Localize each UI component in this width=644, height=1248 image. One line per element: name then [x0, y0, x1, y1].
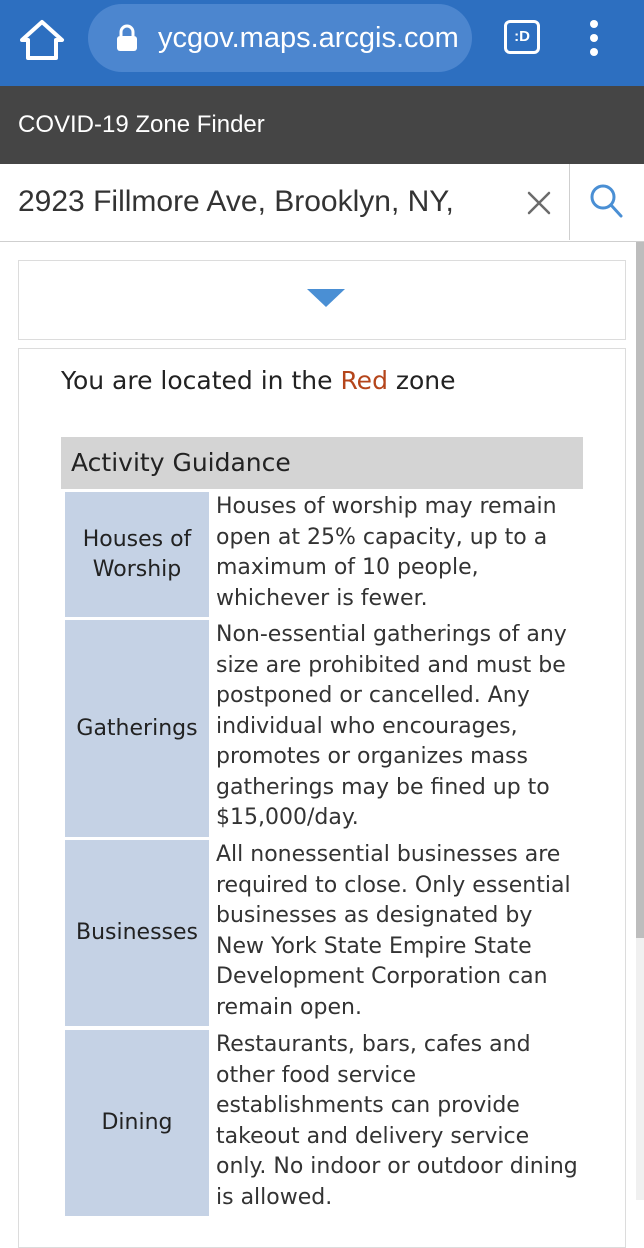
clear-search-button[interactable]	[522, 186, 556, 220]
zone-result-prefix: You are located in the	[61, 366, 341, 395]
search-divider	[569, 164, 570, 240]
address-bar[interactable]	[88, 4, 472, 72]
scrollbar-thumb[interactable]	[636, 242, 644, 938]
zone-result-heading	[61, 363, 456, 399]
address-search-input[interactable]	[0, 164, 510, 240]
search-icon	[586, 182, 626, 222]
lock-icon	[116, 24, 138, 52]
search-button[interactable]	[586, 182, 626, 222]
browser-menu-button[interactable]	[578, 16, 610, 60]
search-bar	[0, 164, 644, 242]
url-text: ycgov.maps.arcgis.com	[158, 22, 459, 54]
table-row	[61, 840, 583, 1026]
more-vertical-icon	[578, 16, 610, 60]
zone-name: Red	[340, 366, 388, 395]
guidance-label: Dining	[65, 1030, 209, 1216]
tab-switcher-button[interactable]: :D	[504, 20, 540, 54]
table-row	[61, 620, 583, 837]
table-row	[61, 492, 583, 617]
home-icon	[18, 18, 66, 62]
result-panel	[18, 348, 626, 1248]
guidance-label: Businesses	[65, 840, 209, 1026]
table-row	[61, 1030, 583, 1230]
browser-toolbar	[0, 0, 644, 86]
guidance-text: Restaurants, bars, cafes and other food service establishments can provide takeout and delivery service only. No indoor or outdoor dining is allowed.	[216, 1032, 578, 1210]
guidance-label: Houses of Worship	[65, 492, 209, 617]
home-button[interactable]	[18, 18, 66, 62]
guidance-title: Activity Guidance	[71, 448, 291, 477]
guidance-text: Non-essential gatherings of any size are prohibited and must be postponed or cancelled. Any individual who encourages, promotes or organizes mass gatherings may be fined up to $15,000/day.	[216, 622, 567, 830]
app-title: COVID-19 Zone Finder	[18, 111, 265, 138]
guidance-header	[61, 437, 583, 489]
collapse-panel[interactable]	[18, 260, 626, 340]
caret-down-icon[interactable]	[307, 289, 345, 307]
guidance-label: Gatherings	[65, 620, 209, 837]
guidance-text: All nonessential businesses are required to close. Only essential businesses as designated by New York State Empire State Development Corporation can remain open.	[216, 842, 571, 1020]
app-header	[0, 86, 644, 164]
guidance-text: Houses of worship may remain open at 25% capacity, up to a maximum of 10 people, whichever is fewer.	[216, 494, 557, 611]
close-icon	[522, 186, 556, 220]
zone-result-suffix: zone	[387, 366, 456, 395]
